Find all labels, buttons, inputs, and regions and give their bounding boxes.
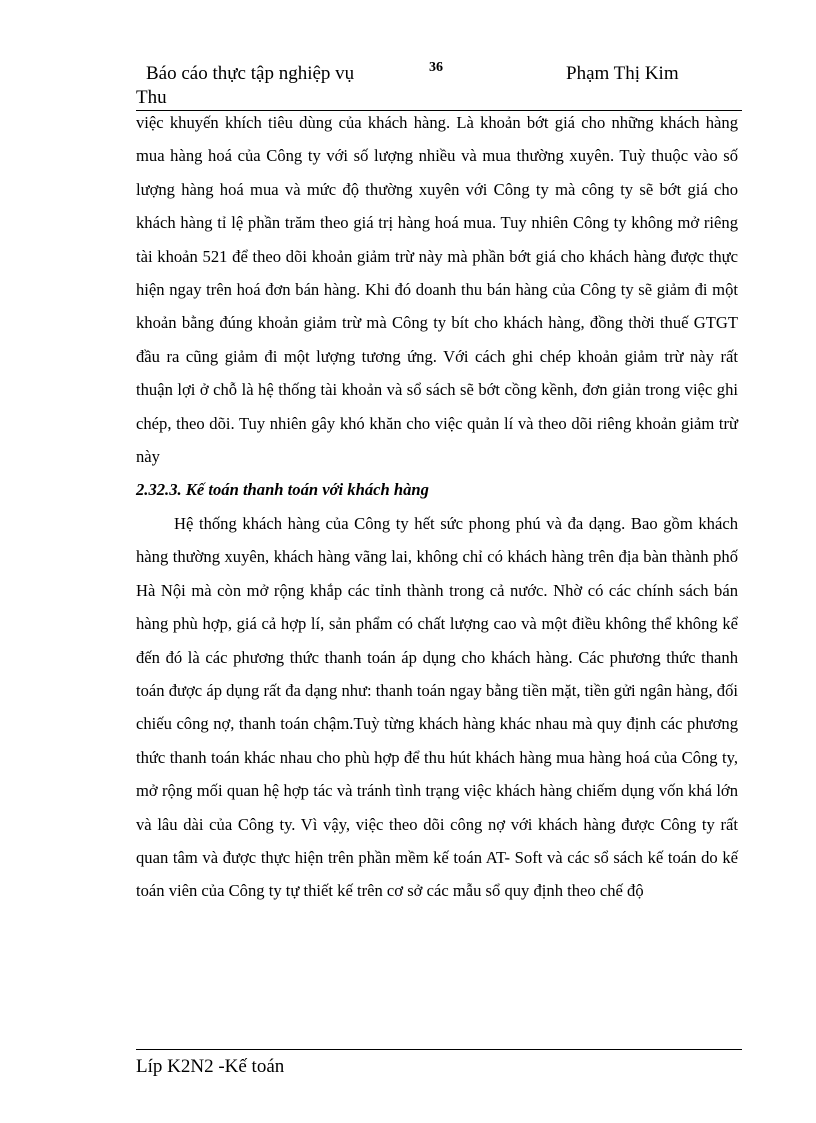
author-name: Phạm Thị Kim — [566, 63, 679, 84]
paragraph-discount: việc khuyến khích tiêu dùng của khách hàng. Là khoản bớt giá cho những khách hàng mua hàng hoá của Công ty với số lượng nhiều và mua thường xuyên. Tuỳ thuộc vào số lượng hàng hoá mua và mức độ thường xuyên với Công ty mà công ty sẽ bớt giá cho khách hàng tỉ lệ phần trăm theo giá trị hàng hoá mua. Tuy nhiên Công ty không mở riêng tài khoản 521 để theo dõi khoản giảm trừ này mà phần bớt giá cho khách hàng được thực hiện ngay trên hoá đơn bán hàng. Khi đó doanh thu bán hàng của Công ty sẽ giảm đi một khoản bằng đúng khoản giảm trừ mà Công ty bít cho khách hàng, đồng thời thuế GTGT đầu ra cũng giảm đi một lượng tương ứng. Với cách ghi chép khoản giảm trừ này rất thuận lợi ở chỗ là hệ thống tài khoản và sổ sách sẽ bớt cồng kềnh, đơn giản trong việc ghi chép, theo dõi. Tuy nhiên gây khó khăn cho việc quản lí và theo dõi riêng khoản giảm trừ này — [136, 113, 738, 467]
document-body — [136, 106, 738, 908]
page-header — [136, 60, 742, 111]
author-name-continued: Thu — [136, 87, 167, 108]
paragraph-customer-payment: Hệ thống khách hàng của Công ty hết sức phong phú và đa dạng. Bao gồm khách hàng thường xuyên, khách hàng vãng lai, không chỉ có khách hàng trên địa bàn thành phố Hà Nội mà còn mở rộng khắp các tỉnh thành trong cả nước. Nhờ có các chính sách bán hàng phù hợp, giá cả hợp lí, sản phẩm có chất lượng cao và một điều không thể không kể đến đó là các phương thức thanh toán áp dụng cho khách hàng. Các phương thức thanh toán được áp dụng rất đa dạng như: thanh toán ngay bằng tiền mặt, tiền gửi ngân hàng, đối chiếu công nợ, thanh toán chậm.Tuỳ từng khách hàng khác nhau mà quy định các phương thức thanh toán khác nhau cho phù hợp để thu hút khách hàng mua hàng hoá của Công ty, mở rộng mối quan hệ hợp tác và tránh tình trạng việc khách hàng chiếm dụng vốn khá lớn và lâu dài của Công ty. Vì vậy, việc theo dõi công nợ với khách hàng được Công ty rất quan tâm và được thực hiện trên phần mềm kế toán AT- Soft và các sổ sách kế toán do kế toán viên của Công ty tự thiết kế trên cơ sở các mẫu sổ quy định theo chế độ — [136, 513, 738, 901]
page-number: 36 — [429, 60, 443, 75]
section-heading: 2.32.3. Kế toán thanh toán với khách hàng — [136, 480, 429, 500]
page-footer — [136, 1049, 742, 1079]
footer-class-label: Líp K2N2 -Kế toán — [136, 1056, 285, 1077]
report-title: Báo cáo thực tập nghiệp vụ — [146, 63, 355, 84]
